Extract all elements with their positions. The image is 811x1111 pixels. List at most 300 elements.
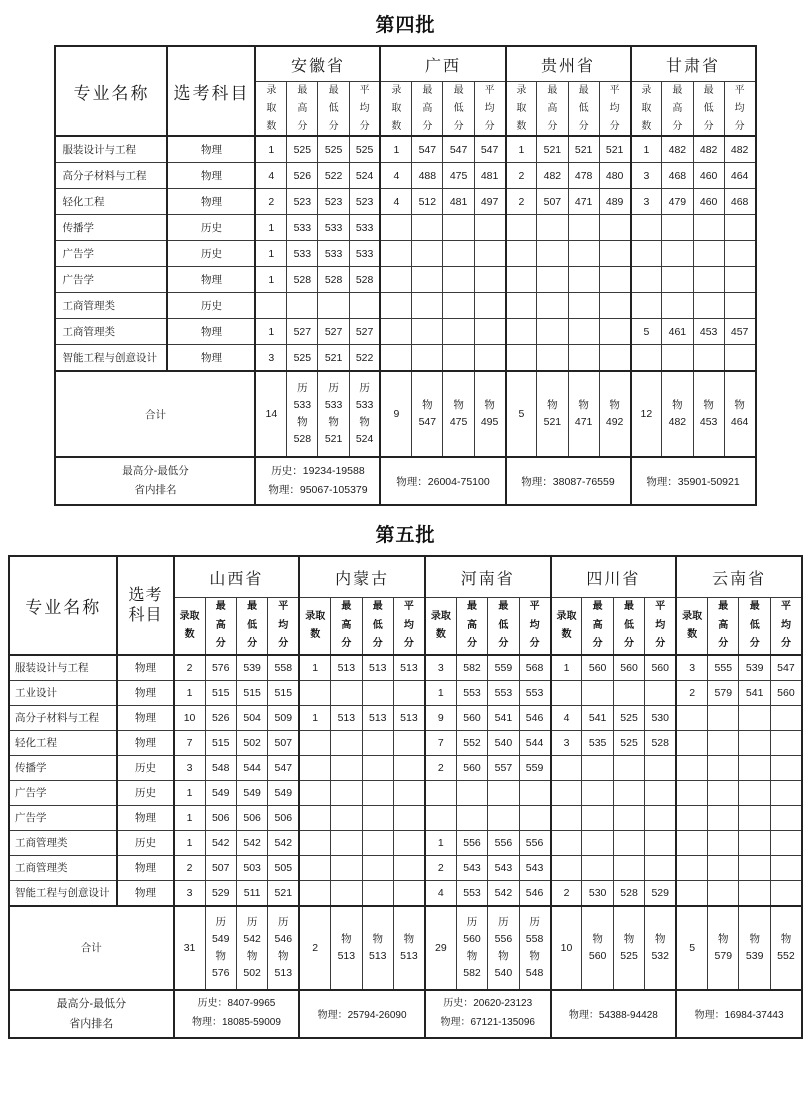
cell-value: 513 [362, 655, 393, 681]
table-row [55, 215, 755, 241]
sub-header-max: 最 高 分 [582, 598, 613, 655]
sub-header-max: 最 高 分 [331, 598, 362, 655]
cell-value: 2 [551, 880, 582, 906]
cell-value: 560 [645, 655, 676, 681]
cell-value [331, 855, 362, 880]
cell-value: 1 [506, 136, 537, 163]
cell-value [582, 805, 613, 830]
sub-header-avg: 平 均 分 [724, 82, 755, 137]
cell-major: 智能工程与创意设计 [55, 345, 167, 372]
cell-value: 525 [349, 136, 380, 163]
cell-value [613, 680, 644, 705]
cell-value [519, 780, 550, 805]
cell-value: 549 [236, 780, 267, 805]
cell-value [506, 345, 537, 372]
cell-value [393, 730, 424, 755]
cell-value: 541 [488, 705, 519, 730]
batch-four-title: 第四批 [375, 15, 436, 36]
cell-value: 525 [287, 345, 318, 372]
cell-value [708, 730, 739, 755]
cell-value [708, 855, 739, 880]
cell-value: 506 [268, 805, 299, 830]
total-row [55, 371, 755, 457]
total-stacked-value: 物 560 [582, 906, 613, 990]
batch-five-title: 第五批 [375, 525, 436, 547]
cell-value: 527 [287, 319, 318, 345]
cell-value [724, 345, 755, 372]
cell-value [739, 705, 770, 730]
cell-value [645, 830, 676, 855]
total-stacked-value: 历 533 物 524 [349, 371, 380, 457]
cell-value: 559 [519, 755, 550, 780]
cell-value [770, 755, 802, 780]
cell-value: 1 [551, 655, 582, 681]
batch-four-table-wrap [0, 45, 811, 506]
cell-value [568, 267, 599, 293]
cell-value [537, 267, 568, 293]
cell-value [613, 755, 644, 780]
cell-value: 506 [205, 805, 236, 830]
footer-rank-line1: 物理：35901-50921 [646, 475, 740, 488]
cell-value: 2 [506, 189, 537, 215]
cell-value: 481 [474, 163, 505, 189]
cell-value [331, 730, 362, 755]
cell-value: 539 [739, 655, 770, 681]
cell-major: 高分子材料与工程 [55, 163, 167, 189]
cell-value: 460 [693, 163, 724, 189]
cell-value [662, 345, 693, 372]
cell-value: 3 [631, 163, 662, 189]
cell-value [506, 241, 537, 267]
total-stacked-value: 历 560 物 582 [456, 906, 487, 990]
footer-rank-line2: 物理：67121-135096 [440, 1016, 535, 1028]
cell-value [599, 241, 630, 267]
cell-value [676, 780, 707, 805]
total-count: 5 [676, 906, 707, 990]
cell-value [393, 780, 424, 805]
cell-major: 工商管理类 [55, 293, 167, 319]
cell-subject: 物理 [117, 805, 173, 830]
cell-value: 457 [724, 319, 755, 345]
cell-value: 2 [174, 855, 205, 880]
col-header-subject [117, 556, 173, 655]
cell-major: 服装设计与工程 [55, 136, 167, 163]
cell-value [519, 805, 550, 830]
cell-value: 556 [488, 830, 519, 855]
cell-value [739, 855, 770, 880]
cell-value: 2 [425, 755, 456, 780]
footer-label-line1: 最高分-最低分 [122, 464, 189, 477]
cell-value: 3 [174, 755, 205, 780]
cell-value: 546 [519, 705, 550, 730]
cell-value [443, 319, 474, 345]
cell-value [724, 215, 755, 241]
cell-value [299, 780, 330, 805]
cell-value: 540 [488, 730, 519, 755]
total-label: 合计 [9, 906, 174, 990]
total-stacked-value: 物 492 [599, 371, 630, 457]
cell-value [599, 215, 630, 241]
cell-value: 464 [724, 163, 755, 189]
total-count: 29 [425, 906, 456, 990]
cell-value: 523 [287, 189, 318, 215]
cell-value [506, 293, 537, 319]
cell-value: 560 [613, 655, 644, 681]
cell-value [362, 755, 393, 780]
total-count: 5 [506, 371, 537, 457]
cell-subject: 物理 [117, 880, 173, 906]
cell-value: 482 [693, 136, 724, 163]
cell-value: 461 [662, 319, 693, 345]
cell-subject: 物理 [167, 163, 255, 189]
total-stacked-value: 物 513 [362, 906, 393, 990]
cell-value: 533 [318, 215, 349, 241]
cell-value [299, 680, 330, 705]
cell-value: 1 [174, 805, 205, 830]
cell-value [331, 880, 362, 906]
sub-header-avg: 平 均 分 [268, 598, 299, 655]
sub-header-max: 最 高 分 [287, 82, 318, 137]
province-header: 贵州省 [506, 46, 631, 82]
cell-value [488, 780, 519, 805]
cell-value [506, 267, 537, 293]
cell-major: 传播学 [9, 755, 117, 780]
cell-value [393, 855, 424, 880]
sub-header-max: 最 高 分 [708, 598, 739, 655]
total-stacked-value: 物 539 [739, 906, 770, 990]
col-header-subject-line1: 选考 [128, 586, 163, 604]
cell-major: 广告学 [55, 241, 167, 267]
cell-value [537, 293, 568, 319]
cell-value [693, 215, 724, 241]
cell-value [412, 241, 443, 267]
cell-value: 1 [174, 830, 205, 855]
cell-value [393, 755, 424, 780]
cell-value [443, 215, 474, 241]
cell-value: 543 [519, 855, 550, 880]
cell-value: 530 [645, 705, 676, 730]
cell-value [662, 293, 693, 319]
cell-value: 549 [268, 780, 299, 805]
total-stacked-value: 历 558 物 548 [519, 906, 550, 990]
cell-value: 547 [268, 755, 299, 780]
cell-value: 547 [770, 655, 802, 681]
cell-subject: 历史 [117, 755, 173, 780]
cell-value: 482 [537, 163, 568, 189]
cell-value [631, 345, 662, 372]
cell-value [568, 293, 599, 319]
cell-value: 542 [205, 830, 236, 855]
cell-value [551, 830, 582, 855]
cell-value: 1 [425, 680, 456, 705]
table-row [9, 805, 802, 830]
cell-value: 556 [519, 830, 550, 855]
cell-value: 513 [331, 705, 362, 730]
cell-value [362, 780, 393, 805]
footer-rank-value [255, 457, 380, 505]
cell-value [443, 241, 474, 267]
cell-value: 579 [708, 680, 739, 705]
cell-value: 479 [662, 189, 693, 215]
footer-label-line2: 省内排名 [134, 484, 177, 497]
total-count: 2 [299, 906, 330, 990]
cell-value: 513 [393, 655, 424, 681]
cell-value: 1 [631, 136, 662, 163]
cell-value [362, 830, 393, 855]
cell-value: 515 [236, 680, 267, 705]
sub-header-max: 最 高 分 [537, 82, 568, 137]
cell-value: 1 [174, 780, 205, 805]
sub-header-count: 录取 数 [174, 598, 205, 655]
cell-major: 轻化工程 [9, 730, 117, 755]
cell-value [724, 267, 755, 293]
cell-subject: 物理 [117, 855, 173, 880]
batch-five-body [9, 655, 802, 1038]
cell-subject: 历史 [117, 780, 173, 805]
cell-value [599, 293, 630, 319]
table-row [9, 780, 802, 805]
cell-value: 3 [631, 189, 662, 215]
cell-value: 2 [506, 163, 537, 189]
cell-value: 543 [456, 855, 487, 880]
cell-value: 482 [662, 136, 693, 163]
table-row [9, 830, 802, 855]
cell-value: 541 [739, 680, 770, 705]
cell-value [631, 267, 662, 293]
cell-value [551, 805, 582, 830]
cell-value: 544 [519, 730, 550, 755]
footer-rank-value [551, 990, 677, 1038]
cell-value: 543 [488, 855, 519, 880]
total-stacked-value: 物 513 [331, 906, 362, 990]
total-stacked-value: 物 547 [412, 371, 443, 457]
cell-value: 553 [456, 680, 487, 705]
batch-four-body [55, 136, 755, 505]
cell-major: 工商管理类 [9, 855, 117, 880]
cell-value [299, 855, 330, 880]
cell-value: 489 [599, 189, 630, 215]
cell-value: 511 [236, 880, 267, 906]
sub-header-min: 最 低 分 [739, 598, 770, 655]
cell-value [645, 780, 676, 805]
cell-value: 4 [551, 705, 582, 730]
cell-value: 528 [287, 267, 318, 293]
table-row [55, 189, 755, 215]
cell-value [582, 680, 613, 705]
cell-value: 542 [488, 880, 519, 906]
cell-value: 526 [205, 705, 236, 730]
total-stacked-value: 物 513 [393, 906, 424, 990]
cell-value: 522 [349, 345, 380, 372]
footer-rank-line1: 历史：19234-19588 [271, 464, 365, 477]
cell-value: 4 [380, 189, 411, 215]
cell-value: 5 [631, 319, 662, 345]
cell-major: 服装设计与工程 [9, 655, 117, 681]
cell-value [568, 241, 599, 267]
sub-header-min: 最 低 分 [693, 82, 724, 137]
cell-value [645, 855, 676, 880]
cell-major: 广告学 [9, 780, 117, 805]
cell-value: 553 [456, 880, 487, 906]
cell-subject: 物理 [167, 319, 255, 345]
cell-value: 524 [349, 163, 380, 189]
cell-value [537, 215, 568, 241]
cell-value: 553 [488, 680, 519, 705]
cell-value [568, 345, 599, 372]
cell-value [676, 755, 707, 780]
sub-header-min: 最 低 分 [443, 82, 474, 137]
total-stacked-value: 历 556 物 540 [488, 906, 519, 990]
sub-header-min: 最 低 分 [488, 598, 519, 655]
cell-value [739, 755, 770, 780]
cell-value [380, 293, 411, 319]
cell-value [739, 730, 770, 755]
cell-value: 504 [236, 705, 267, 730]
table-row [9, 855, 802, 880]
cell-value: 558 [268, 655, 299, 681]
footer-rank-value [425, 990, 551, 1038]
cell-value: 478 [568, 163, 599, 189]
table-row [55, 136, 755, 163]
total-stacked-value: 物 521 [537, 371, 568, 457]
sub-header-min: 最 低 分 [568, 82, 599, 137]
table-row [55, 163, 755, 189]
table-row [9, 680, 802, 705]
cell-value [676, 880, 707, 906]
sub-header-count: 录取 数 [551, 598, 582, 655]
footer-rank-line1: 物理：25794-26090 [317, 1010, 407, 1022]
cell-value [551, 780, 582, 805]
cell-value: 502 [236, 730, 267, 755]
cell-value: 1 [380, 136, 411, 163]
cell-value: 2 [255, 189, 286, 215]
cell-value [537, 319, 568, 345]
cell-value [331, 680, 362, 705]
batch-five-head [9, 556, 802, 655]
cell-major: 广告学 [9, 805, 117, 830]
table-row [9, 705, 802, 730]
cell-value: 3 [551, 730, 582, 755]
cell-value: 1 [425, 830, 456, 855]
total-stacked-value: 物 464 [724, 371, 755, 457]
cell-value: 1 [255, 136, 286, 163]
footer-rank-value [676, 990, 802, 1038]
cell-value [613, 855, 644, 880]
cell-value: 507 [537, 189, 568, 215]
cell-value [708, 755, 739, 780]
cell-value [425, 780, 456, 805]
cell-value: 525 [287, 136, 318, 163]
sub-header-avg: 平 均 分 [770, 598, 802, 655]
cell-value [770, 730, 802, 755]
cell-value: 576 [205, 655, 236, 681]
cell-value [393, 805, 424, 830]
cell-value: 2 [174, 655, 205, 681]
sub-header-min: 最 低 分 [236, 598, 267, 655]
table-row [55, 319, 755, 345]
cell-value [299, 755, 330, 780]
total-stacked-value: 历 533 物 521 [318, 371, 349, 457]
cell-value: 529 [205, 880, 236, 906]
cell-value [456, 780, 487, 805]
cell-value [739, 805, 770, 830]
cell-value [474, 345, 505, 372]
province-header: 内蒙古 [299, 556, 425, 598]
cell-value: 475 [443, 163, 474, 189]
cell-value: 521 [268, 880, 299, 906]
cell-value [662, 267, 693, 293]
cell-value [349, 293, 380, 319]
cell-major: 工业设计 [9, 680, 117, 705]
cell-value [287, 293, 318, 319]
cell-value [299, 880, 330, 906]
cell-value: 547 [412, 136, 443, 163]
cell-value [739, 880, 770, 906]
table-row [55, 241, 755, 267]
sub-header-avg: 平 均 分 [599, 82, 630, 137]
cell-value [255, 293, 286, 319]
total-stacked-value: 物 475 [443, 371, 474, 457]
cell-value [412, 293, 443, 319]
cell-subject: 历史 [167, 293, 255, 319]
cell-value: 2 [676, 680, 707, 705]
total-stacked-value: 物 495 [474, 371, 505, 457]
cell-value [693, 267, 724, 293]
col-header-major: 专业名称 [9, 556, 117, 655]
cell-value [693, 241, 724, 267]
cell-value [582, 780, 613, 805]
cell-value: 1 [255, 319, 286, 345]
total-stacked-value: 物 453 [693, 371, 724, 457]
cell-value: 528 [645, 730, 676, 755]
cell-value [537, 241, 568, 267]
cell-value: 559 [488, 655, 519, 681]
table-row [9, 880, 802, 906]
cell-value [551, 855, 582, 880]
cell-value [474, 293, 505, 319]
total-stacked-value: 物 579 [708, 906, 739, 990]
cell-value [299, 730, 330, 755]
footer-rank-line1: 物理：26004-75100 [396, 475, 490, 488]
cell-value [474, 267, 505, 293]
cell-major: 工商管理类 [55, 319, 167, 345]
table-row [9, 755, 802, 780]
province-header: 山西省 [174, 556, 300, 598]
sub-header-avg: 平 均 分 [519, 598, 550, 655]
cell-value [506, 215, 537, 241]
cell-value [739, 830, 770, 855]
footer-label-line1: 最高分-最低分 [56, 997, 127, 1010]
sub-header-count: 录 取 数 [631, 82, 662, 137]
cell-value [331, 755, 362, 780]
cell-value: 568 [519, 655, 550, 681]
cell-value: 521 [568, 136, 599, 163]
cell-value [645, 755, 676, 780]
cell-value: 453 [693, 319, 724, 345]
province-header: 安徽省 [255, 46, 380, 82]
cell-value [393, 880, 424, 906]
cell-value: 560 [770, 680, 802, 705]
cell-value: 523 [349, 189, 380, 215]
cell-value: 513 [393, 705, 424, 730]
table-row [9, 655, 802, 681]
cell-value: 539 [236, 655, 267, 681]
cell-subject: 物理 [167, 136, 255, 163]
cell-value [412, 267, 443, 293]
cell-value [693, 293, 724, 319]
cell-value: 533 [287, 215, 318, 241]
cell-value: 503 [236, 855, 267, 880]
